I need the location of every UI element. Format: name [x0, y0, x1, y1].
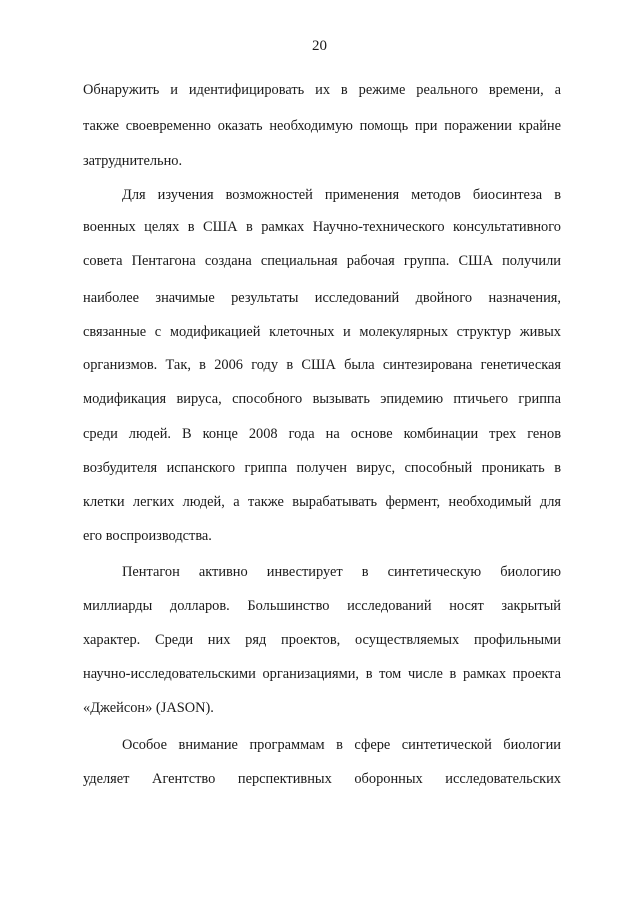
text-line: научно-исследовательскими организациями, в том числе в рамках проекта	[83, 666, 561, 682]
text-line: Для изучения возможностей применения методов биосинтеза в	[122, 187, 561, 203]
text-line: наиболее значимые результаты исследований двойного назначения,	[83, 290, 561, 306]
text-line: Пентагон активно инвестирует в синтетическую биологию	[122, 564, 561, 580]
text-line: возбудителя испанского гриппа получен вирус, способный проникать в	[83, 460, 561, 476]
text-line: Особое внимание программам в сфере синтетической биологии	[122, 737, 561, 753]
text-line: клетки легких людей, а также вырабатывать фермент, необходимый для	[83, 494, 561, 510]
text-line: связанные с модификацией клеточных и молекулярных структур живых	[83, 324, 561, 340]
text-line: организмов. Так, в 2006 году в США была синтезирована генетическая	[83, 357, 561, 373]
page-number: 20	[312, 38, 327, 54]
text-line: Обнаружить и идентифицировать их в режиме реального времени, а	[83, 82, 561, 98]
text-line: характер. Среди них ряд проектов, осуществляемых профильными	[83, 632, 561, 648]
text-line: совета Пентагона создана специальная рабочая группа. США получили	[83, 253, 561, 269]
text-line: его воспроизводства.	[83, 528, 212, 544]
text-line: среди людей. В конце 2008 года на основе комбинации трех генов	[83, 426, 561, 442]
text-line: затруднительно.	[83, 153, 183, 169]
text-line: модификация вируса, способного вызывать эпидемию птичьего гриппа	[83, 391, 561, 407]
text-line: уделяет Агентство перспективных оборонных исследовательских	[83, 771, 561, 787]
text-line: миллиарды долларов. Большинство исследований носят закрытый	[83, 598, 561, 614]
text-line: также своевременно оказать необходимую помощь при поражении крайне	[83, 118, 561, 134]
text-line: военных целях в США в рамках Научно-технического консультативного	[83, 219, 561, 235]
text-line: «Джейсон» (JASON).	[83, 700, 214, 716]
